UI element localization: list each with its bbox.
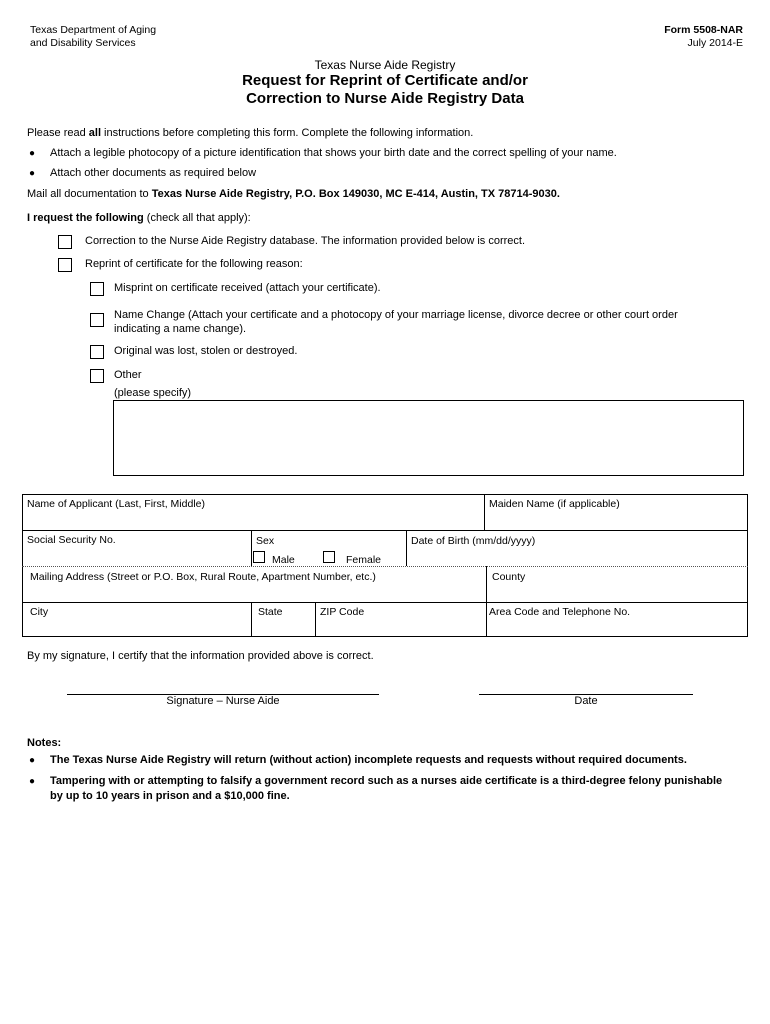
table-divider	[486, 566, 487, 637]
instruction-bullet-1: Attach a legible photocopy of a picture identification that shows your birth date and the correct spelling of your name.	[50, 147, 617, 159]
misprint-label: Misprint on certificate received (attach your certificate).	[114, 282, 381, 294]
notes-heading: Notes:	[27, 737, 62, 749]
note-2: Tampering with or attempting to falsify a government record such as a nurses aide certificate is a third-degree felony punishable	[50, 775, 723, 787]
state-field-label: State	[258, 606, 283, 618]
page-title-line2: Correction to Nurse Aide Registry Data	[246, 90, 524, 107]
bullet-icon: ●	[29, 755, 36, 766]
name-change-checkbox[interactable]	[90, 313, 104, 327]
lost-checkbox[interactable]	[90, 345, 104, 359]
correction-checkbox[interactable]	[58, 235, 72, 249]
note-1: The Texas Nurse Aide Registry will return (without action) incomplete requests and requests without required documents.	[50, 754, 687, 766]
other-specify-input[interactable]	[113, 400, 744, 476]
table-divider	[315, 602, 316, 637]
name-field-label: Name of Applicant (Last, First, Middle)	[27, 498, 205, 510]
signature-label: Signature – Nurse Aide	[166, 695, 280, 707]
table-divider	[251, 530, 252, 566]
dob-field-label: Date of Birth (mm/dd/yyyy)	[411, 535, 536, 547]
intro-text: Please read all instructions before completing this form. Complete the following information.	[27, 127, 474, 139]
form-number: Form 5508-NAR	[664, 24, 743, 36]
table-divider	[22, 530, 748, 531]
sex-field-label: Sex	[256, 535, 275, 547]
bullet-icon: ●	[29, 776, 36, 787]
ssn-field-label: Social Security No.	[27, 534, 116, 546]
correction-option-label: Correction to the Nurse Aide Registry database. The information provided below is correct.	[85, 235, 526, 247]
reprint-option-label: Reprint of certificate for the following reason:	[85, 258, 303, 270]
maiden-field-label: Maiden Name (if applicable)	[489, 498, 620, 510]
zip-field-label: ZIP Code	[320, 606, 365, 618]
agency-name: Texas Department of Aging	[30, 24, 157, 36]
table-divider	[484, 494, 485, 530]
form-date: July 2014-E	[687, 37, 743, 49]
city-field-label: City	[30, 606, 49, 618]
request-heading: I request the following (check all that apply):	[27, 212, 251, 224]
male-checkbox[interactable]	[253, 551, 265, 563]
bullet-icon: ●	[29, 168, 36, 179]
name-change-label-line2: indicating a name change).	[114, 323, 247, 335]
other-hint: (please specify)	[114, 387, 192, 399]
male-label: Male	[272, 554, 295, 566]
reprint-checkbox[interactable]	[58, 258, 72, 272]
mail-instruction: Mail all documentation to Texas Nurse Aide Registry, P.O. Box 149030, MC E-414, Austin, TX 78714-9030.	[27, 188, 560, 200]
other-checkbox[interactable]	[90, 369, 104, 383]
other-label: Other	[114, 369, 142, 381]
female-checkbox[interactable]	[323, 551, 335, 563]
note-2-line2: by up to 10 years in prison and a $10,000 fine.	[50, 790, 290, 802]
female-label: Female	[346, 554, 382, 566]
lost-label: Original was lost, stolen or destroyed.	[114, 345, 298, 357]
registry-title: Texas Nurse Aide Registry	[314, 58, 456, 72]
bullet-icon: ●	[29, 148, 36, 159]
table-divider	[251, 602, 252, 637]
misprint-checkbox[interactable]	[90, 282, 104, 296]
phone-field-label: Area Code and Telephone No.	[489, 606, 631, 618]
certify-text: By my signature, I certify that the information provided above is correct.	[27, 650, 374, 662]
table-divider	[22, 566, 748, 567]
name-change-label: Name Change (Attach your certificate and a photocopy of your marriage license, divorce decree or other court order	[114, 309, 678, 321]
table-divider	[406, 530, 407, 566]
date-label: Date	[574, 695, 598, 707]
agency-name-line2: and Disability Services	[30, 37, 136, 49]
instruction-bullet-2: Attach other documents as required below	[50, 167, 257, 179]
county-field-label: County	[492, 571, 526, 583]
page-title: Request for Reprint of Certificate and/or	[242, 72, 528, 89]
address-field-label: Mailing Address (Street or P.O. Box, Rural Route, Apartment Number, etc.)	[30, 571, 376, 583]
table-divider	[22, 602, 748, 603]
